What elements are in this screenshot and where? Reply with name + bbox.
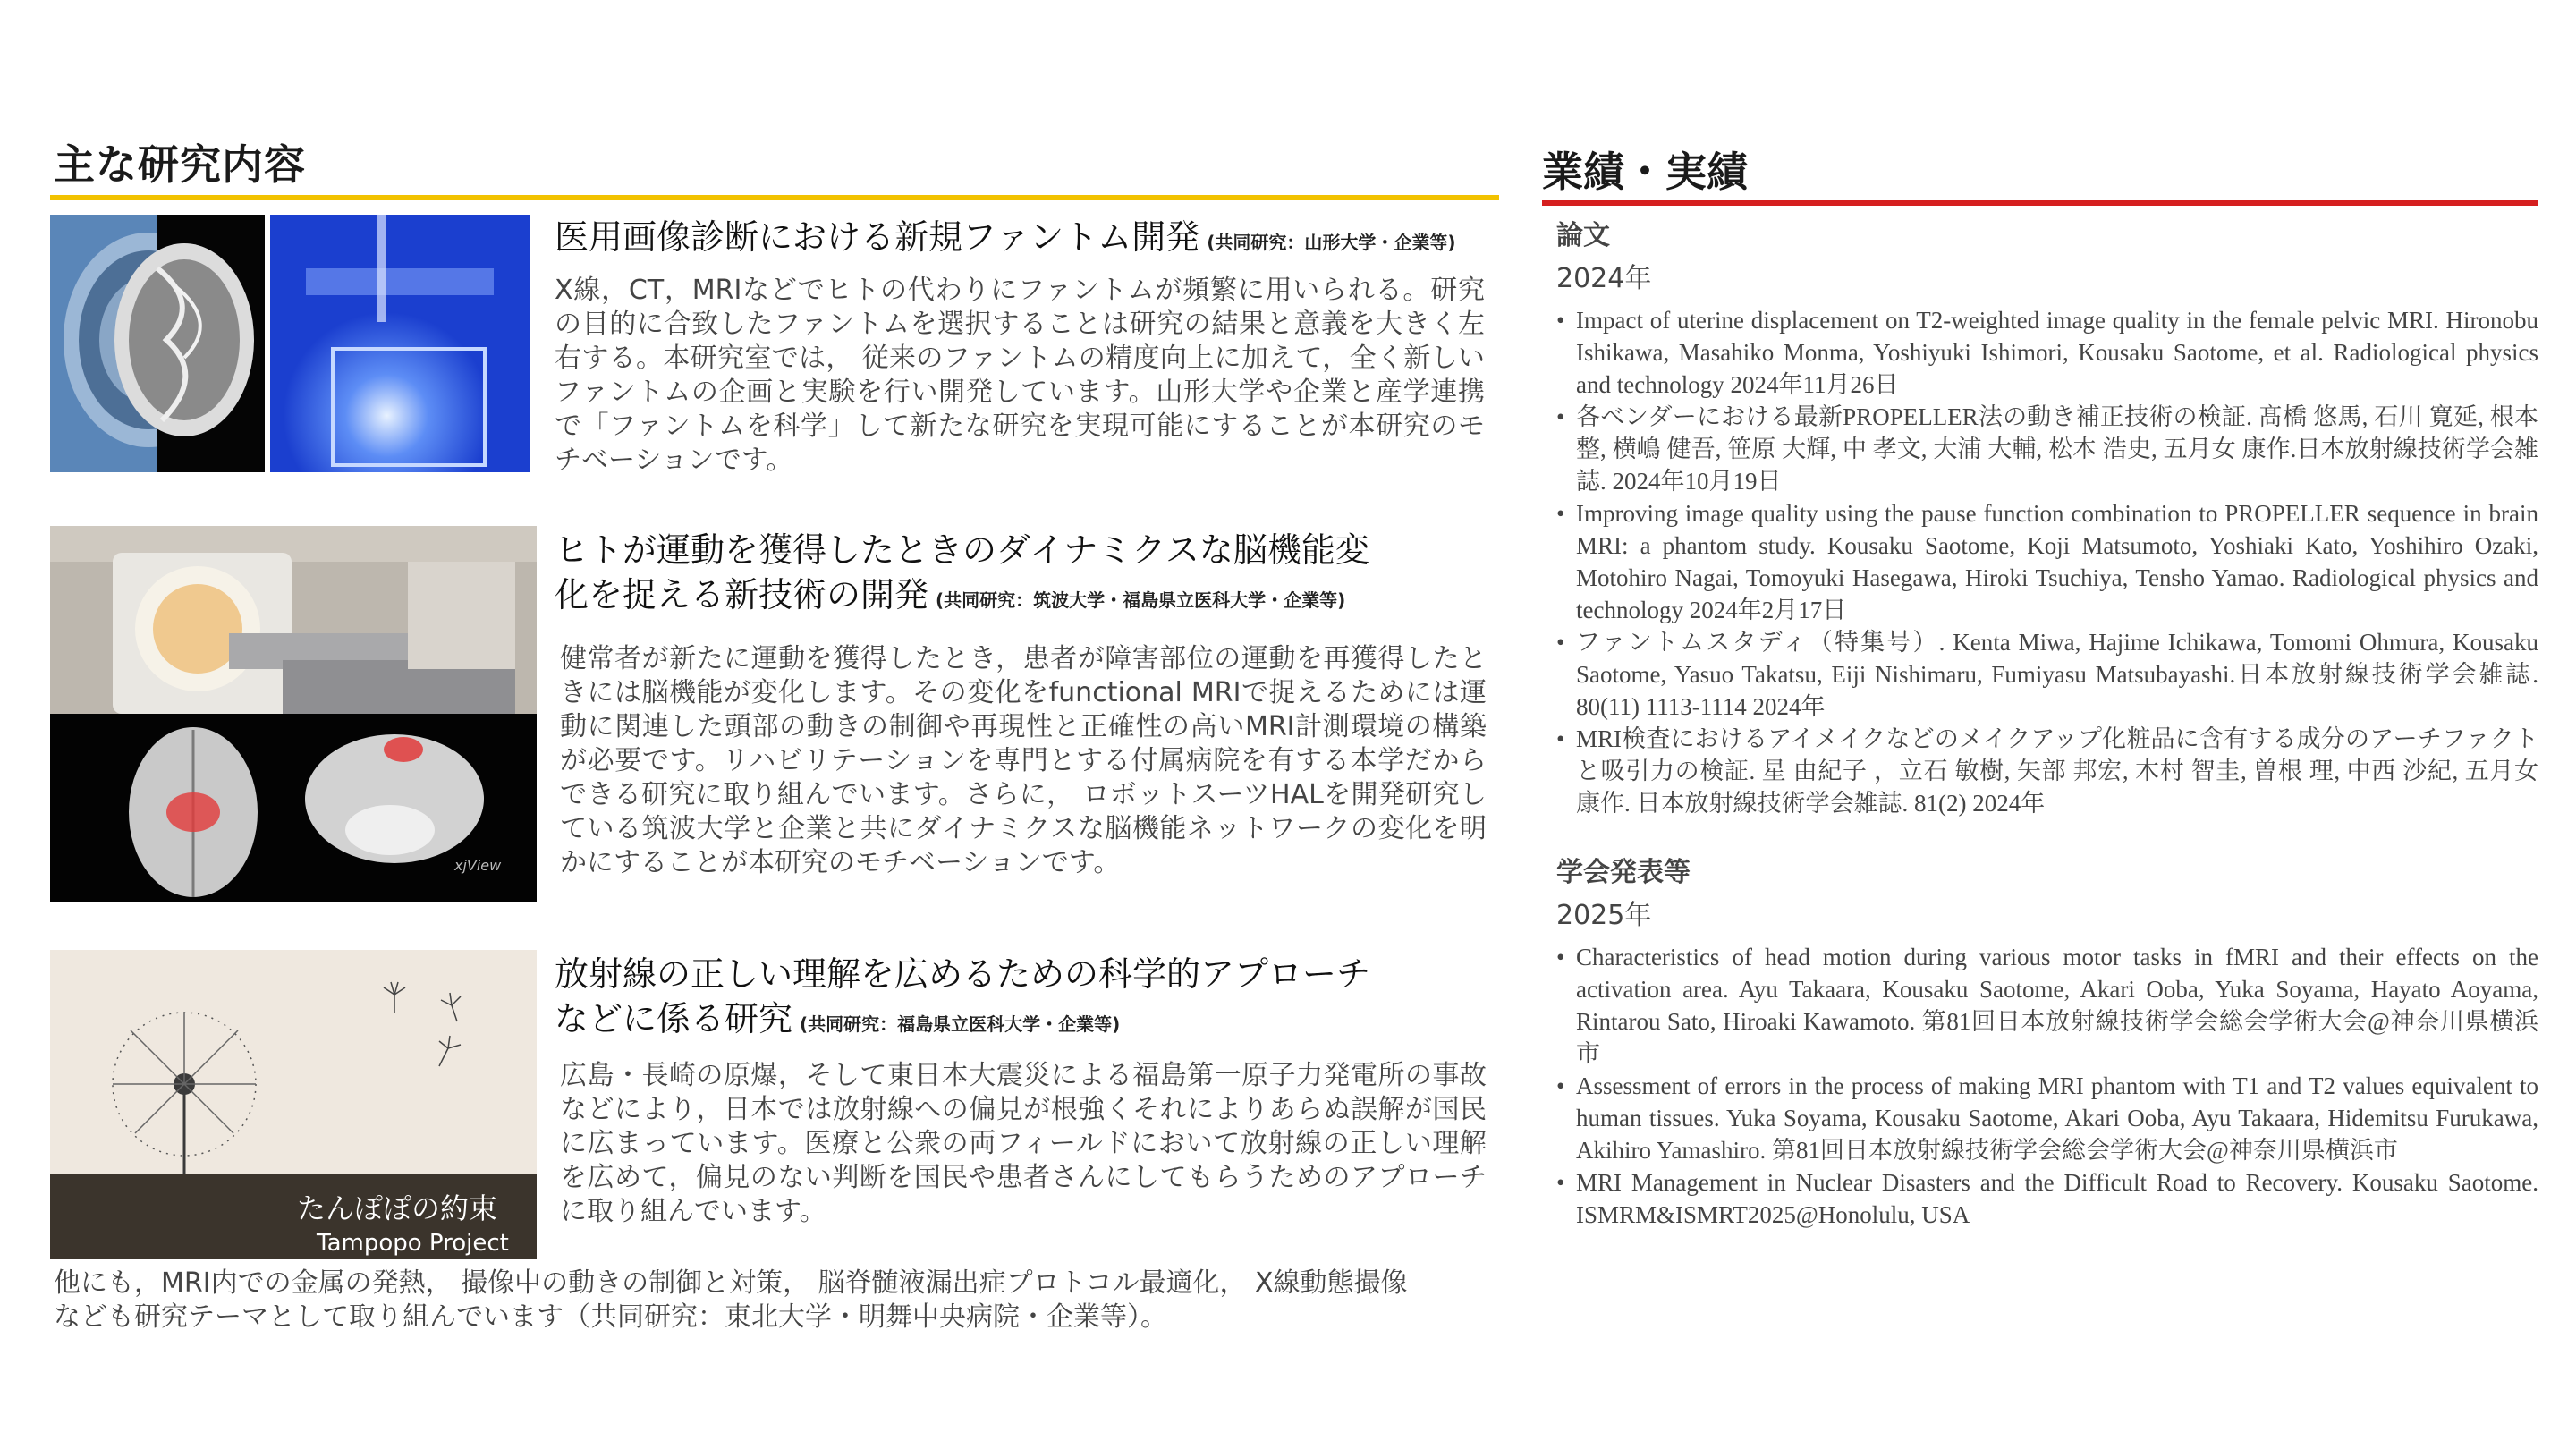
- section-phantom-heading: 医用画像診断における新規ファントム開発: [555, 217, 1200, 257]
- paper-item: • Impact of uterine displacement on T2-weighted image quality in the female pelvic MRI. Hironobu Ishikawa, Masahiko Monma, Yoshiyuki Ishimori, Kousaku Saotome, et al. Radiological physics and technology 2024年11月26日: [1556, 304, 2538, 401]
- research-title: 主な研究内容: [54, 140, 306, 189]
- other-research-line2: なども研究テーマとして取り組んでいます（共同研究：東北大学・明舞中央病院・企業等）。: [54, 1301, 1167, 1333]
- section-radiation-collab: (共同研究：福島県立医科大学・企業等): [800, 1013, 1121, 1035]
- conferences-list: [1556, 941, 2538, 1231]
- section-phantom-body: X線，CT，MRIなどでヒトの代わりにファントムが頻繁に用いられる。研究の目的に合致したファントムを選択することは研究の結果と意義を大きく左右する。本研究室では， 従来のファントムの精度向上に加えて，全く新しいファントムの企画と実験を行い開発しています。山形大学や企業と産学連携で「ファントムを科学」して新たな研究を実現可能にすることが本研究のモチベーションです。: [555, 275, 1485, 476]
- conferences-year: 2025年: [1556, 900, 1652, 931]
- section-brain-body: 健常者が新たに運動を獲得したとき，患者が障害部位の運動を再獲得したときには脳機能が変化します。その変化をfunctional MRIで捉えるためには運動に関連した頭部の動きの制御や再現性と正確性の高いMRI計測環境の構築が必要です。リハビリテーションを専門とする付属病院を有する本学だからできる研究に取り組んでいます。さらに， ロボットスーツHALを開発研究している筑波大学と企業と共にダイナミクスな脳機能ネットワークの変化を明かにすることが本研究のモチベーションです。: [560, 643, 1487, 878]
- paper-item: • 各ベンダーにおける最新PROPELLER法の動き補正技術の検証. 髙橋 悠馬, 石川 寛延, 根本 整, 横嶋 健吾, 笹原 大輝, 中 孝文, 大浦 大輔, 松本 浩史, 五月女 康作.日本放射線技術学会雑誌. 2024年10月19日: [1556, 401, 2538, 497]
- section-radiation-heading-line1: 放射線の正しい理解を広めるための科学的アプローチ: [555, 954, 1371, 994]
- tampopo-project-image: [50, 950, 537, 1259]
- section-brain-heading-line2: 化を捉える新技術の開発: [555, 575, 929, 614]
- conference-item: • Characteristics of head motion during various motor tasks in fMRI and their effects on the activation area. Ayu Takaara, Kousaku Saotome, Akari Ooba, Yuka Soyama, Hayato Aoyama, Rintarou Sato, Hiroaki Kawamoto. 第81回日本放射線技術学会総会学術大会@神奈川県横浜市: [1556, 941, 2538, 1070]
- section-radiation-heading-line2: などに係る研究: [555, 999, 793, 1038]
- research-title-underline: [50, 195, 1499, 200]
- tampopo-title-jp: たんぽぽの約束: [297, 1191, 498, 1225]
- papers-list: [1556, 304, 2538, 819]
- section-phantom-title: [555, 215, 1503, 265]
- section-brain-heading-line1: ヒトが運動を獲得したときのダイナミクスな脳機能変: [555, 530, 1369, 570]
- section-brain-title: [555, 528, 1503, 623]
- papers-heading: 論文: [1556, 220, 1610, 251]
- mri-brain-slices-image: [50, 215, 265, 472]
- conference-item: • Assessment of errors in the process of making MRI phantom with T1 and T2 values equivalent to human tissues. Yuka Soyama, Kousaku Saotome, Akari Ooba, Ayu Takaara, Hidemitsu Furukawa, Akihiro Yamashiro. 第81回日本放射線技術学会総会学術大会@神奈川県横浜市: [1556, 1070, 2538, 1166]
- section-brain-collab: (共同研究：筑波大学・福島県立医科大学・企業等): [936, 589, 1346, 611]
- section-phantom-collab: (共同研究：山形大学・企業等): [1207, 232, 1456, 253]
- paper-item: • MRI検査におけるアイメイクなどのメイクアップ化粧品に含有する成分のアーチファクトと吸引力の検証. 星 由紀子 ，立石 敏樹, 矢部 邦宏, 木村 智圭, 曽根 理, 中西 沙紀, 五月女 康作. 日本放射線技術学会雑誌. 81(2) 2024年: [1556, 723, 2538, 819]
- xjview-label: xjView: [454, 857, 502, 874]
- conference-item: • MRI Management in Nuclear Disasters and the Difficult Road to Recovery. Kousaku Saotome. ISMRM&ISMRT2025@Honolulu, USA: [1556, 1166, 2538, 1231]
- other-research-line1: 他にも，MRI内での金属の発熱， 撮像中の動きの制御と対策， 脳脊髄液漏出症プロトコル最適化， X線動態撮像: [54, 1267, 1408, 1299]
- achievements-title-underline: [1542, 200, 2538, 206]
- section-radiation-title: [555, 952, 1503, 1046]
- other-research-note: [54, 1267, 1503, 1335]
- brain-activation-image: [50, 714, 537, 902]
- paper-item: • Improving image quality using the pause function combination to PROPELLER sequence in brain MRI: a phantom study. Kousaku Saotome, Koji Matsumoto, Yoshiaki Kato, Yoshihiro Ozaki, Motohiro Nagai, Tomoyuki Hasegawa, Hiroki Tsuchiya, Tensho Yamao. Radiological physics and technology 2024年2月17日: [1556, 497, 2538, 626]
- achievements-title: 業績・実績: [1542, 148, 1748, 196]
- phantom-apparatus-image: [270, 215, 530, 472]
- mri-scanner-photo: [50, 526, 537, 714]
- paper-item: • ファントムスタディ（特集号）. Kenta Miwa, Hajime Ichikawa, Tomomi Ohmura, Kousaku Saotome, Yasuo Takatsu, Eiji Nishimaru, Fumiyasu Matsubayashi.日本放射線技術学会雑誌. 80(11) 1113-1114 2024年: [1556, 626, 2538, 723]
- section-radiation-body: 広島・長崎の原爆，そして東日本大震災による福島第一原子力発電所の事故などにより，日本では放射線への偏見が根強くそれによりあらぬ誤解が国民に広まっています。医療と公衆の両フィールドにおいて放射線の正しい理解を広めて，偏見のない判断を国民や患者さんにしてもらうためのアプローチに取り組んでいます。: [560, 1060, 1487, 1227]
- papers-year: 2024年: [1556, 263, 1652, 294]
- tampopo-title-en: Tampopo Project: [317, 1230, 509, 1257]
- conferences-heading: 学会発表等: [1556, 857, 1690, 888]
